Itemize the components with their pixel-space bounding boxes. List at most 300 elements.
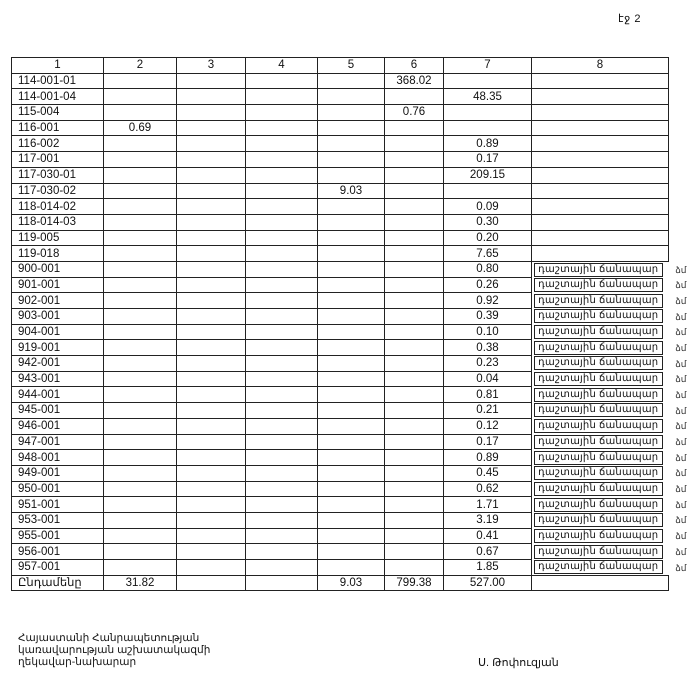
- signatory-name: Ս. Թոփուզյան: [478, 657, 559, 669]
- parcel-code: 119-005: [12, 230, 104, 246]
- note-cell: [532, 356, 687, 372]
- value-col-6: [385, 277, 444, 293]
- value-col-5: [318, 512, 385, 528]
- value-col-3: [177, 512, 246, 528]
- note-cell: [532, 340, 687, 356]
- side-mark: ձմ: [675, 295, 687, 306]
- note-label: դաշտային ճանապար: [534, 403, 663, 417]
- total-col-6: 799.38: [385, 575, 444, 591]
- total-col-3: [177, 575, 246, 591]
- value-col-3: [177, 544, 246, 560]
- value-col-5: [318, 544, 385, 560]
- side-mark: ձմ: [675, 421, 687, 432]
- note-label: դաշտային ճանապար: [534, 341, 663, 355]
- parcel-code: 919-001: [12, 340, 104, 356]
- value-col-7: 0.17: [444, 152, 532, 168]
- total-label: Ընդամենը: [12, 575, 104, 591]
- table-row: [12, 261, 669, 277]
- value-col-2: [104, 183, 177, 199]
- value-col-5: [318, 105, 385, 121]
- table-row: [12, 371, 669, 387]
- table-row: [12, 214, 669, 230]
- note-cell: [532, 214, 669, 230]
- value-col-5: [318, 560, 385, 576]
- total-col-4: [246, 575, 318, 591]
- value-col-4: [246, 434, 318, 450]
- value-col-4: [246, 465, 318, 481]
- value-col-6: [385, 450, 444, 466]
- note-label: դաշտային ճանապար: [534, 513, 663, 527]
- value-col-4: [246, 309, 318, 325]
- parcel-code: 118-014-02: [12, 199, 104, 215]
- value-col-2: [104, 246, 177, 262]
- table-row: [12, 246, 669, 262]
- value-col-6: [385, 387, 444, 403]
- value-col-5: [318, 214, 385, 230]
- side-mark: ձմ: [675, 546, 687, 557]
- signatory-title: [18, 632, 210, 668]
- note-cell: [532, 465, 687, 481]
- note-label: դաշտային ճանապար: [534, 278, 663, 292]
- value-col-7: 0.41: [444, 528, 532, 544]
- value-col-5: [318, 120, 385, 136]
- value-col-5: [318, 152, 385, 168]
- col-header: 1: [12, 58, 104, 74]
- value-col-4: [246, 403, 318, 419]
- value-col-4: [246, 356, 318, 372]
- header-row: [12, 58, 669, 74]
- value-col-4: [246, 544, 318, 560]
- side-mark: ձմ: [675, 264, 687, 275]
- note-cell: [532, 450, 687, 466]
- value-col-4: [246, 481, 318, 497]
- table-row: [12, 356, 669, 372]
- total-col-2: 31.82: [104, 575, 177, 591]
- value-col-3: [177, 560, 246, 576]
- value-col-2: [104, 512, 177, 528]
- value-col-2: [104, 371, 177, 387]
- side-mark: ձմ: [675, 405, 687, 416]
- value-col-4: [246, 105, 318, 121]
- value-col-6: [385, 152, 444, 168]
- table-row: [12, 277, 669, 293]
- table-row: [12, 434, 669, 450]
- note-cell: [532, 403, 687, 419]
- value-col-3: [177, 73, 246, 89]
- value-col-3: [177, 528, 246, 544]
- value-col-7: [444, 105, 532, 121]
- value-col-3: [177, 434, 246, 450]
- value-col-5: [318, 293, 385, 309]
- value-col-4: [246, 371, 318, 387]
- value-col-3: [177, 387, 246, 403]
- total-col-7: 527.00: [444, 575, 532, 591]
- table-row: [12, 403, 669, 419]
- value-col-6: [385, 497, 444, 513]
- value-col-6: [385, 418, 444, 434]
- value-col-3: [177, 230, 246, 246]
- value-col-7: 0.12: [444, 418, 532, 434]
- parcel-code: 902-001: [12, 293, 104, 309]
- parcel-code: 116-002: [12, 136, 104, 152]
- side-mark: ձմ: [675, 499, 687, 510]
- value-col-2: [104, 434, 177, 450]
- parcel-code: 955-001: [12, 528, 104, 544]
- value-col-2: [104, 309, 177, 325]
- note-cell: [532, 120, 669, 136]
- note-cell: [532, 434, 687, 450]
- value-col-5: [318, 230, 385, 246]
- note-label: դաշտային ճանապար: [534, 498, 663, 512]
- value-col-5: [318, 434, 385, 450]
- value-col-3: [177, 324, 246, 340]
- value-col-7: 0.09: [444, 199, 532, 215]
- note-cell: [532, 105, 669, 121]
- note-label: դաշտային ճանապար: [534, 545, 663, 559]
- value-col-4: [246, 183, 318, 199]
- note-cell: [532, 528, 687, 544]
- side-mark: ձմ: [675, 562, 687, 573]
- table-row: [12, 73, 669, 89]
- value-col-2: [104, 450, 177, 466]
- note-cell: [532, 89, 669, 105]
- side-mark: ձմ: [675, 531, 687, 542]
- parcel-code: 949-001: [12, 465, 104, 481]
- table-row: [12, 293, 669, 309]
- value-col-7: 1.85: [444, 560, 532, 576]
- value-col-5: [318, 277, 385, 293]
- value-col-6: [385, 324, 444, 340]
- value-col-7: 0.21: [444, 403, 532, 419]
- land-parcel-table: [11, 57, 687, 591]
- signatory-title-line: կառավարության աշխատակազմի: [18, 644, 211, 656]
- table-row: [12, 230, 669, 246]
- value-col-4: [246, 261, 318, 277]
- value-col-7: 0.81: [444, 387, 532, 403]
- parcel-code: 900-001: [12, 261, 104, 277]
- value-col-6: [385, 293, 444, 309]
- value-col-4: [246, 167, 318, 183]
- value-col-2: [104, 544, 177, 560]
- parcel-code: 115-004: [12, 105, 104, 121]
- note-label: դաշտային ճանապար: [534, 451, 663, 465]
- value-col-5: [318, 73, 385, 89]
- value-col-4: [246, 293, 318, 309]
- note-cell: [532, 152, 669, 168]
- side-mark: ձմ: [675, 452, 687, 463]
- table-row: [12, 465, 669, 481]
- value-col-2: [104, 89, 177, 105]
- value-col-6: [385, 512, 444, 528]
- note-cell: [532, 560, 687, 576]
- value-col-3: [177, 450, 246, 466]
- note-cell: [532, 497, 687, 513]
- value-col-6: [385, 403, 444, 419]
- total-col-8: [532, 575, 669, 591]
- value-col-6: [385, 481, 444, 497]
- value-col-2: [104, 214, 177, 230]
- value-col-6: [385, 214, 444, 230]
- value-col-6: [385, 89, 444, 105]
- side-mark: ձմ: [675, 342, 687, 353]
- note-label: դաշտային ճանապար: [534, 356, 663, 370]
- side-mark: ձմ: [675, 374, 687, 385]
- value-col-3: [177, 309, 246, 325]
- parcel-code: 942-001: [12, 356, 104, 372]
- value-col-6: [385, 434, 444, 450]
- note-label: դաշտային ճանապար: [534, 372, 663, 386]
- value-col-3: [177, 293, 246, 309]
- table-row: [12, 450, 669, 466]
- note-cell: [532, 199, 669, 215]
- value-col-3: [177, 136, 246, 152]
- value-col-7: 3.19: [444, 512, 532, 528]
- value-col-6: 0.76: [385, 105, 444, 121]
- value-col-6: [385, 136, 444, 152]
- value-col-3: [177, 277, 246, 293]
- value-col-5: [318, 497, 385, 513]
- value-col-5: [318, 356, 385, 372]
- note-cell: [532, 246, 669, 262]
- value-col-4: [246, 199, 318, 215]
- value-col-5: [318, 465, 385, 481]
- total-col-5: 9.03: [318, 575, 385, 591]
- table-row: [12, 136, 669, 152]
- note-cell: [532, 277, 687, 293]
- value-col-2: [104, 481, 177, 497]
- value-col-6: [385, 528, 444, 544]
- side-mark: ձմ: [675, 437, 687, 447]
- value-col-2: [104, 418, 177, 434]
- value-col-7: 0.89: [444, 450, 532, 466]
- value-col-4: [246, 152, 318, 168]
- parcel-code: 117-030-02: [12, 183, 104, 199]
- side-mark: ձմ: [675, 389, 687, 400]
- value-col-5: [318, 403, 385, 419]
- note-cell: [532, 136, 669, 152]
- value-col-4: [246, 230, 318, 246]
- value-col-2: [104, 230, 177, 246]
- value-col-4: [246, 277, 318, 293]
- value-col-4: [246, 214, 318, 230]
- col-header: 3: [177, 58, 246, 74]
- table-row: [12, 497, 669, 513]
- note-cell: [532, 261, 687, 277]
- value-col-7: 209.15: [444, 167, 532, 183]
- value-col-3: [177, 261, 246, 277]
- col-header: 4: [246, 58, 318, 74]
- note-cell: [532, 544, 687, 560]
- note-cell: [532, 167, 669, 183]
- value-col-3: [177, 418, 246, 434]
- value-col-6: [385, 167, 444, 183]
- parcel-code: 953-001: [12, 512, 104, 528]
- side-mark: ձմ: [675, 358, 687, 369]
- table-row: [12, 418, 669, 434]
- note-cell: [532, 418, 687, 434]
- parcel-code: 901-001: [12, 277, 104, 293]
- value-col-6: [385, 309, 444, 325]
- value-col-7: 0.04: [444, 371, 532, 387]
- value-col-6: [385, 230, 444, 246]
- col-header: 6: [385, 58, 444, 74]
- table-row: [12, 560, 669, 576]
- value-col-5: [318, 528, 385, 544]
- value-col-4: [246, 120, 318, 136]
- value-col-3: [177, 89, 246, 105]
- value-col-3: [177, 105, 246, 121]
- value-col-7: 0.62: [444, 481, 532, 497]
- value-col-4: [246, 418, 318, 434]
- parcel-code: 114-001-04: [12, 89, 104, 105]
- value-col-3: [177, 465, 246, 481]
- table-row: [12, 120, 669, 136]
- value-col-7: 0.92: [444, 293, 532, 309]
- value-col-3: [177, 120, 246, 136]
- value-col-2: [104, 199, 177, 215]
- parcel-code: 947-001: [12, 434, 104, 450]
- note-label: դաշտային ճանապար: [534, 325, 663, 339]
- note-label: դաշտային ճանապար: [534, 263, 663, 277]
- value-col-7: 0.23: [444, 356, 532, 372]
- signatory-title-line: ղեկավար-նախարար: [18, 656, 137, 668]
- value-col-2: [104, 277, 177, 293]
- value-col-3: [177, 214, 246, 230]
- side-mark: ձմ: [675, 515, 687, 526]
- note-cell: [532, 183, 669, 199]
- value-col-7: 0.10: [444, 324, 532, 340]
- value-col-5: [318, 481, 385, 497]
- parcel-code: 943-001: [12, 371, 104, 387]
- side-mark: ձմ: [675, 327, 687, 338]
- parcel-code: 119-018: [12, 246, 104, 262]
- value-col-5: [318, 309, 385, 325]
- value-col-5: [318, 246, 385, 262]
- table-row: [12, 481, 669, 497]
- table-row: [12, 199, 669, 215]
- note-cell: [532, 73, 669, 89]
- value-col-7: [444, 183, 532, 199]
- value-col-5: 9.03: [318, 183, 385, 199]
- parcel-code: 944-001: [12, 387, 104, 403]
- value-col-2: [104, 73, 177, 89]
- value-col-2: 0.69: [104, 120, 177, 136]
- table-row: [12, 183, 669, 199]
- value-col-4: [246, 324, 318, 340]
- value-col-7: [444, 120, 532, 136]
- value-col-7: 0.17: [444, 434, 532, 450]
- value-col-6: [385, 544, 444, 560]
- value-col-5: [318, 387, 385, 403]
- value-col-7: 0.80: [444, 261, 532, 277]
- note-label: դաշտային ճանապար: [534, 294, 663, 308]
- table-row: [12, 387, 669, 403]
- value-col-3: [177, 246, 246, 262]
- parcel-code: 117-030-01: [12, 167, 104, 183]
- note-cell: [532, 512, 687, 528]
- parcel-code: 945-001: [12, 403, 104, 419]
- note-cell: [532, 293, 687, 309]
- side-mark: ձմ: [675, 468, 687, 479]
- value-col-3: [177, 152, 246, 168]
- value-col-4: [246, 136, 318, 152]
- note-label: դաշտային ճանապար: [534, 529, 663, 543]
- value-col-5: [318, 418, 385, 434]
- value-col-3: [177, 183, 246, 199]
- note-label: դաշտային ճանապար: [534, 466, 663, 480]
- value-col-6: [385, 120, 444, 136]
- table-row: [12, 167, 669, 183]
- value-col-2: [104, 497, 177, 513]
- value-col-3: [177, 371, 246, 387]
- value-col-7: 0.20: [444, 230, 532, 246]
- table-row: [12, 309, 669, 325]
- side-mark: ձմ: [675, 484, 687, 495]
- table-row: [12, 528, 669, 544]
- note-cell: [532, 324, 687, 340]
- value-col-4: [246, 73, 318, 89]
- note-label: դաշտային ճանապար: [534, 388, 663, 402]
- value-col-2: [104, 152, 177, 168]
- side-mark: ձմ: [675, 280, 687, 291]
- col-header: 5: [318, 58, 385, 74]
- value-col-6: [385, 465, 444, 481]
- value-col-2: [104, 465, 177, 481]
- value-col-4: [246, 89, 318, 105]
- value-col-5: [318, 261, 385, 277]
- value-col-4: [246, 387, 318, 403]
- value-col-2: [104, 387, 177, 403]
- value-col-7: 0.89: [444, 136, 532, 152]
- value-col-5: [318, 450, 385, 466]
- value-col-6: [385, 560, 444, 576]
- value-col-2: [104, 136, 177, 152]
- value-col-7: 0.45: [444, 465, 532, 481]
- signatory-title-line: Հայաստանի Հանրապետության: [18, 632, 200, 644]
- col-header: 2: [104, 58, 177, 74]
- value-col-6: [385, 246, 444, 262]
- note-label: դաշտային ճանապար: [534, 482, 663, 496]
- value-col-4: [246, 450, 318, 466]
- value-col-5: [318, 340, 385, 356]
- value-col-3: [177, 340, 246, 356]
- note-cell: [532, 371, 687, 387]
- value-col-5: [318, 199, 385, 215]
- note-cell: [532, 309, 687, 325]
- value-col-4: [246, 560, 318, 576]
- note-label: դաշտային ճանապար: [534, 419, 663, 433]
- parcel-code: 951-001: [12, 497, 104, 513]
- value-col-2: [104, 340, 177, 356]
- note-cell: [532, 387, 687, 403]
- page-number: էջ 2: [618, 13, 641, 25]
- value-col-7: [444, 73, 532, 89]
- value-col-3: [177, 481, 246, 497]
- value-col-5: [318, 136, 385, 152]
- table-row: [12, 340, 669, 356]
- value-col-5: [318, 89, 385, 105]
- table-row: [12, 89, 669, 105]
- col-header: 7: [444, 58, 532, 74]
- value-col-3: [177, 199, 246, 215]
- table-row: [12, 544, 669, 560]
- value-col-7: 1.71: [444, 497, 532, 513]
- value-col-2: [104, 293, 177, 309]
- note-cell: [532, 481, 687, 497]
- value-col-4: [246, 528, 318, 544]
- value-col-6: 368.02: [385, 73, 444, 89]
- value-col-7: 48.35: [444, 89, 532, 105]
